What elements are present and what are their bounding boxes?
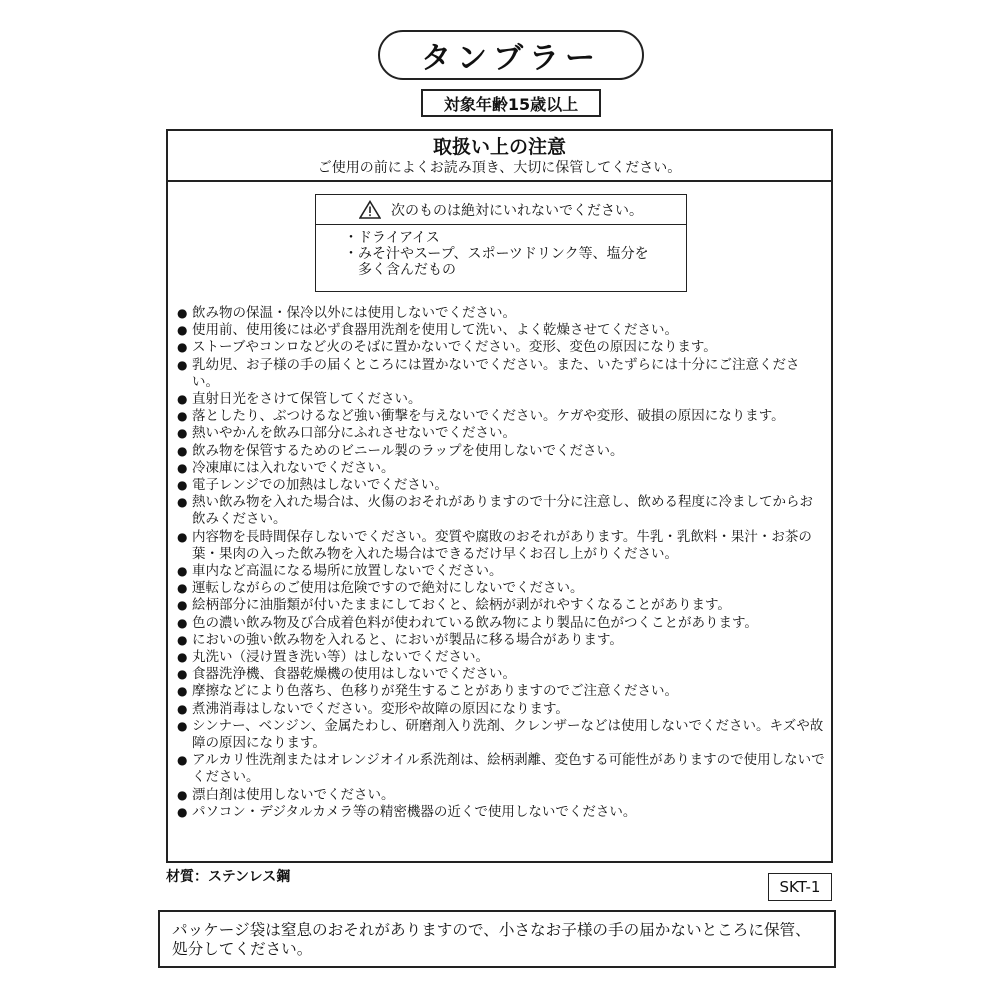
precaution-note (177, 563, 825, 580)
precaution-note (177, 494, 825, 528)
precaution-note (177, 701, 825, 718)
note-text: アルカリ性洗剤またはオレンジオイル系洗剤は、絵柄剥離、変色する可能性がありますので使用しないでください。 (192, 752, 825, 786)
precaution-note (177, 787, 825, 804)
age-rating-box (421, 89, 601, 117)
note-bullet: ● (177, 701, 188, 716)
precaution-note (177, 718, 825, 752)
precaution-note (177, 615, 825, 632)
note-text: 絵柄部分に油脂類が付いたままにしておくと、絵柄が剥がれやすくなることがあります。 (192, 597, 731, 614)
precaution-note (177, 683, 825, 700)
note-bullet: ● (177, 718, 188, 733)
product-title (378, 30, 644, 80)
note-text: 煮沸消毒はしないでください。変形や故障の原因になります。 (192, 700, 569, 717)
prohibited-item (344, 230, 686, 246)
precaution-note (177, 357, 825, 391)
note-text: 乳幼児、お子様の手の届くところには置かないでください。また、いたずらには十分にご注意ください。 (192, 356, 800, 390)
note-text: 摩擦などにより色落ち、色移りが発生することがありますのでご注意ください。 (192, 683, 678, 700)
prohibited-item-text: ドライアイス (358, 230, 440, 246)
note-bullet: ● (177, 357, 188, 372)
note-text: 落としたり、ぶつけるなど強い衝撃を与えないでください。ケガや変形、破損の原因になります。 (192, 408, 785, 425)
note-text: 色の濃い飲み物及び合成着色料が使われている飲み物により製品に色がつくことがあります。 (192, 614, 758, 631)
note-text: 食器洗浄機、食器乾燥機の使用はしないでください。 (192, 666, 516, 683)
precaution-note (177, 322, 825, 339)
note-text: 運転しながらのご使用は危険ですので絶対にしないでください。 (192, 580, 584, 597)
note-bullet: ● (177, 564, 188, 579)
product-code: SKT-1 (779, 878, 821, 896)
note-bullet: ● (177, 478, 188, 493)
note-bullet: ● (177, 443, 188, 458)
note-bullet: ● (177, 581, 188, 596)
note-bullet: ● (177, 306, 188, 320)
precaution-note (177, 391, 825, 408)
precaution-note (177, 804, 825, 821)
note-bullet: ● (177, 804, 188, 819)
item-bullet: ・ (344, 230, 358, 246)
precaution-note (177, 632, 825, 649)
precaution-note (177, 339, 825, 356)
note-bullet: ● (177, 632, 188, 647)
note-text: 冷凍庫には入れないでください。 (192, 459, 395, 476)
handling-subtitle: ご使用の前によくお読み頂き、大切に保管してください。 (317, 160, 682, 176)
prohibited-items-list (316, 225, 686, 278)
note-text: 丸洗い（浸け置き洗い等）はしないでください。 (192, 649, 489, 666)
note-text: 車内など高温になる場所に放置しないでください。 (192, 563, 503, 580)
note-bullet: ● (177, 340, 188, 355)
note-text: 内容物を長時間保存しないでください。変質や腐敗のおそれがあります。牛乳・乳飲料・果汁・お茶の葉・果肉の入った飲み物を入れた場合はできるだけ早くお召し上がりください。 (192, 528, 812, 562)
note-text: 使用前、使用後には必ず食器用洗剤を使用して洗い、よく乾燥させてください。 (192, 322, 678, 339)
precaution-note (177, 408, 825, 425)
note-text: においの強い飲み物を入れると、においが製品に移る場合があります。 (192, 631, 623, 648)
note-text: 飲み物を保管するためのビニール製のラップを使用しないでください。 (192, 442, 624, 459)
product-code-box (768, 873, 832, 901)
note-text: 電子レンジでの加熱はしないでください。 (192, 477, 448, 494)
prohibited-items-box (315, 194, 687, 292)
note-text: 直射日光をさけて保管してください。 (192, 391, 422, 408)
note-bullet: ● (177, 684, 188, 699)
note-bullet: ● (177, 323, 188, 338)
package-caution-box (158, 910, 836, 968)
note-bullet: ● (177, 667, 188, 682)
note-bullet: ● (177, 495, 188, 510)
precaution-note (177, 649, 825, 666)
note-text: 飲み物の保温・保冷以外には使用しないでください。 (192, 305, 516, 321)
precaution-note (177, 580, 825, 597)
note-bullet: ● (177, 392, 188, 407)
material-label: 材質：ステンレス鋼 (166, 869, 291, 885)
note-bullet: ● (177, 787, 188, 802)
note-text: 漂白剤は使用しないでください。 (192, 786, 395, 803)
warning-triangle-icon (359, 200, 381, 219)
precaution-notes-list (177, 305, 825, 821)
prohibited-items-header (316, 195, 686, 225)
note-bullet: ● (177, 409, 188, 424)
precaution-note (177, 425, 825, 442)
prohibited-items-header-text: 次のものは絶対にいれないでください。 (391, 202, 643, 219)
note-text: 熱いやかんを飲み口部分にふれさせないでください。 (192, 425, 516, 442)
precaution-note (177, 529, 825, 563)
product-title-text: タンブラー (421, 41, 601, 76)
precaution-note (177, 477, 825, 494)
handling-title: 取扱い上の注意 (432, 136, 566, 158)
note-text: 熱い飲み物を入れた場合は、火傷のおそれがありますので十分に注意し、飲める程度に冷ましてからお飲みください。 (192, 494, 813, 528)
note-text: パソコン・デジタルカメラ等の精密機器の近くで使用しないでください。 (192, 803, 637, 820)
precaution-note (177, 443, 825, 460)
note-bullet: ● (177, 529, 188, 544)
item-bullet: ・ (344, 246, 358, 262)
note-bullet: ● (177, 460, 188, 475)
precaution-note (177, 752, 825, 786)
package-caution-text: パッケージ袋は窒息のおそれがありますので、小さなお子様の手の届かないところに保管、処分してください。 (172, 921, 811, 958)
prohibited-item-text: みそ汁やスープ、スポーツドリンク等、塩分を多く含んだもの (358, 246, 649, 278)
note-bullet: ● (177, 650, 188, 665)
precaution-note (177, 666, 825, 683)
note-bullet: ● (177, 615, 188, 630)
note-bullet: ● (177, 426, 188, 441)
precaution-note (177, 597, 825, 614)
note-bullet: ● (177, 598, 188, 613)
note-bullet: ● (177, 753, 188, 768)
note-text: ストーブやコンロなど火のそばに置かないでください。変形、変色の原因になります。 (192, 339, 717, 356)
note-text: シンナー、ベンジン、金属たわし、研磨剤入り洗剤、クレンザーなどは使用しないでください。キズや故障の原因になります。 (192, 717, 824, 752)
age-rating-text: 対象年齢15歳以上 (443, 94, 579, 114)
handling-header (168, 131, 831, 182)
prohibited-item (344, 246, 686, 278)
precaution-note (177, 305, 825, 322)
precaution-note (177, 460, 825, 477)
handling-precautions-frame (166, 129, 833, 863)
